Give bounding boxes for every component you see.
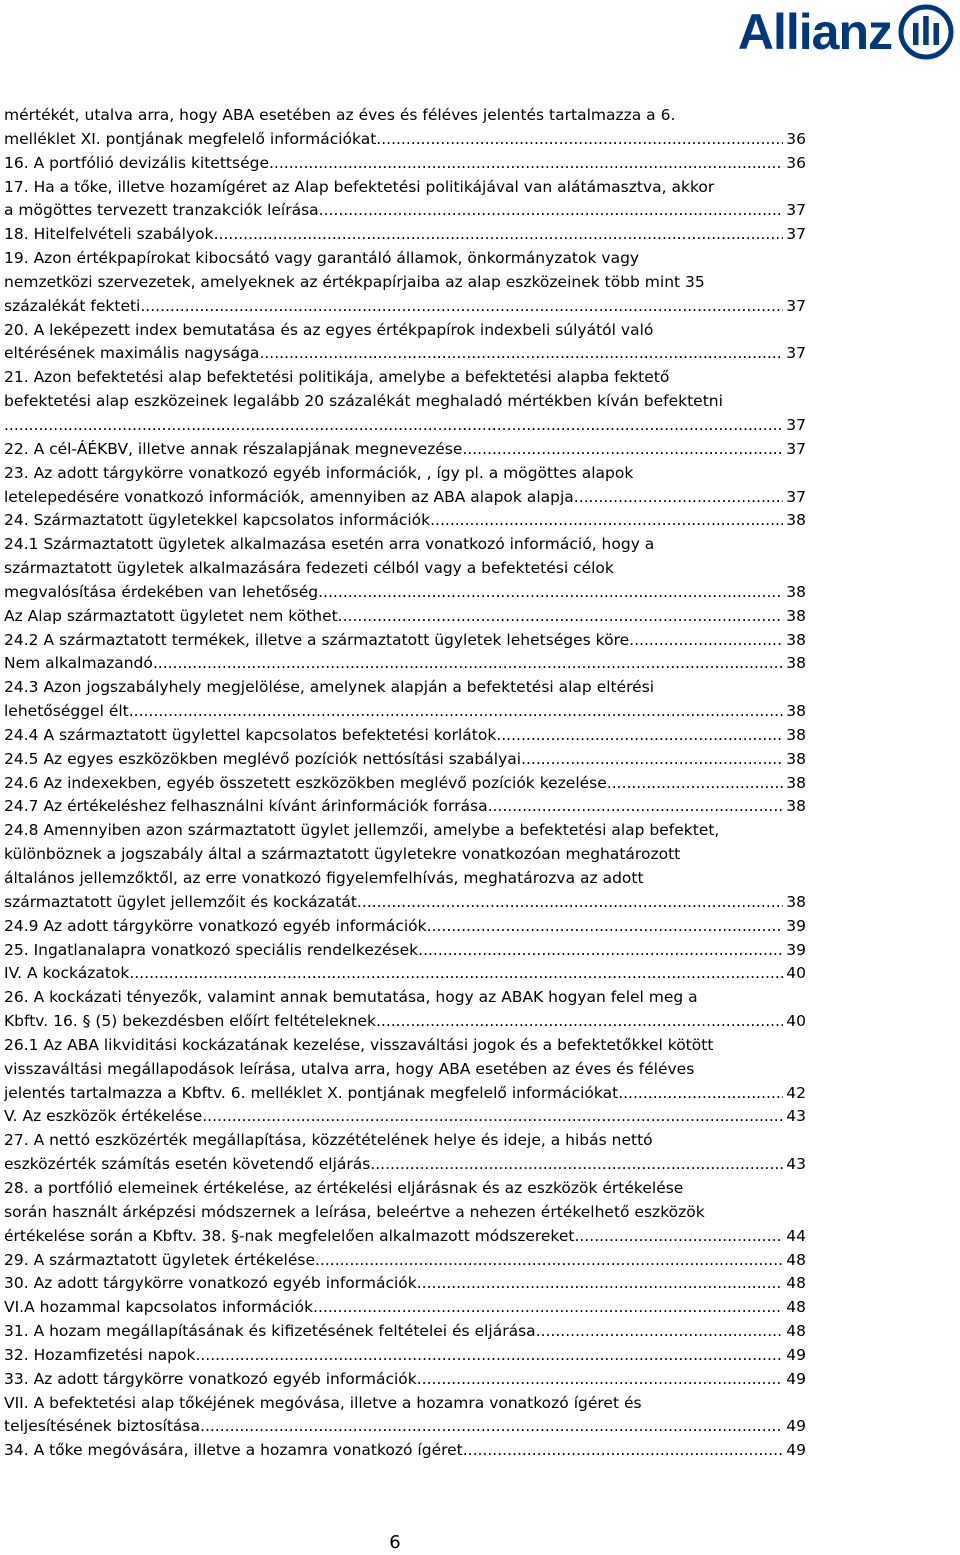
toc-entry-last-line (4, 486, 806, 510)
toc-entry-text-line: 16. A portfólió devizális kitettsége (4, 153, 269, 172)
dot-leader (269, 152, 783, 176)
toc-entry-text-line: különböznek a jogszabály által a származtatott ügyletekre vonatkozóan meghatározott (4, 845, 681, 864)
dot-leader (200, 1415, 783, 1439)
toc-page-number: 38 (786, 630, 806, 649)
toc-entry[interactable] (4, 795, 806, 819)
toc-page-number: 38 (786, 725, 806, 744)
toc-page-number: 44 (786, 1226, 806, 1245)
toc-page-number: 36 (786, 129, 806, 148)
toc-entry[interactable] (4, 247, 806, 319)
allianz-logo (738, 3, 954, 61)
toc-page-number: 37 (786, 439, 806, 458)
dot-leader (376, 128, 783, 152)
dot-leader (417, 1272, 784, 1296)
dot-leader (418, 939, 783, 963)
toc-entry-last-line (4, 1249, 806, 1273)
toc-page-number: 48 (786, 1274, 806, 1293)
dot-leader (214, 223, 784, 247)
toc-entry-text-line: 26.1 Az ABA likviditási kockázatának kezelése, visszaváltási jogok és a befektetőkkel kötött (4, 1035, 714, 1054)
toc-entry-last-line (4, 891, 806, 915)
toc-page-number: 40 (786, 1012, 806, 1031)
toc-entry[interactable] (4, 772, 806, 796)
toc-entry[interactable] (4, 366, 806, 438)
toc-entry-last-line (4, 223, 806, 247)
toc-entry-last-line (4, 414, 806, 438)
toc-entry[interactable] (4, 652, 806, 676)
toc-entry[interactable] (4, 748, 806, 772)
toc-entry-text-line: 29. A származtatott ügyletek értékelése (4, 1250, 315, 1269)
dot-leader (574, 1225, 783, 1249)
dot-leader (536, 1320, 784, 1344)
toc-entry[interactable] (4, 1249, 806, 1273)
toc-page-number: 43 (786, 1107, 806, 1126)
toc-page-number: 38 (786, 773, 806, 792)
toc-entry[interactable] (4, 724, 806, 748)
toc-entry-text-line: 27. A nettó eszközérték megállapítása, közzétételének helye és ideje, a hibás nettó (4, 1131, 653, 1150)
toc-entry-text-line: V. Az eszközök értékelése (4, 1107, 203, 1126)
toc-entry-last-line (4, 342, 806, 366)
dot-leader (4, 414, 783, 438)
toc-entry-text-line: 32. Hozamfizetési napok (4, 1345, 196, 1364)
toc-entry-text-line: 24.7 Az értékeléshez felhasználni kívánt árinformációk forrása (4, 797, 488, 816)
toc-entry[interactable] (4, 509, 806, 533)
toc-entry-last-line (4, 128, 806, 152)
toc-entry-last-line (4, 1368, 806, 1392)
dot-leader (202, 1105, 783, 1129)
toc-entry[interactable] (4, 1034, 806, 1106)
toc-entry[interactable] (4, 1344, 806, 1368)
dot-leader (488, 795, 784, 819)
toc-entry[interactable] (4, 1439, 806, 1463)
toc-entry-last-line (4, 295, 806, 319)
toc-entry-text-line: 24.1 Származtatott ügyletek alkalmazása esetén arra vonatkozó információ, hogy a (4, 535, 655, 554)
dot-leader (195, 1344, 783, 1368)
toc-entry-text-line: 24.9 Az adott tárgykörre vonatkozó egyéb információk (4, 916, 427, 935)
toc-entry-text-line: 24.6 Az indexekben, egyéb összetett eszközökben meglévő pozíciók kezelése (4, 773, 607, 792)
toc-entry-last-line (4, 152, 806, 176)
toc-page-number: 38 (786, 654, 806, 673)
toc-entry[interactable] (4, 1272, 806, 1296)
toc-entry-last-line (4, 1344, 806, 1368)
toc-entry-last-line (4, 939, 806, 963)
dot-leader (357, 891, 783, 915)
toc-page-number: 37 (786, 201, 806, 220)
toc-page-number: 37 (786, 296, 806, 315)
dot-leader (140, 295, 783, 319)
toc-page-number: 37 (786, 344, 806, 363)
toc-page-number: 49 (786, 1417, 806, 1436)
toc-entry-last-line (4, 700, 806, 724)
toc-entry-text-line: mértékét, utalva arra, hogy ABA esetében az éves és féléves jelentés tartalmazza a 6. (4, 106, 676, 124)
toc-entry-last-line (4, 915, 806, 939)
toc-entry-text-line: VII. A befektetési alap tőkéjének megóvása, illetve a hozamra vonatkozó ígéret és (4, 1393, 642, 1412)
page-number: 6 (389, 1532, 401, 1553)
toc-entry-last-line (4, 795, 806, 819)
toc-entry-last-line (4, 1272, 806, 1296)
toc-entry-text-line: százalékát fekteti (4, 296, 141, 315)
dot-leader (462, 438, 783, 462)
toc-page-number: 49 (786, 1345, 806, 1364)
dot-leader (323, 581, 783, 605)
toc-entry-text-line: során használt árképzési módszernek a leírása, beleértve a nehezen értékelhető eszközök (4, 1202, 705, 1221)
toc-entry-text-line: befektetési alap eszközeinek legalább 20 százalékát meghaladó mértékben kíván befektetni (4, 392, 723, 411)
toc-entry-text-line: Az Alap származtatott ügyletet nem köthet. (4, 606, 343, 625)
toc-entry-text-line: jelentés tartalmazza a Kbftv. 6. melléklet X. pontjának megfelelő információkat (4, 1083, 619, 1102)
toc-entry[interactable] (4, 152, 806, 176)
toc-entry[interactable] (4, 819, 806, 914)
toc-page-number: 48 (786, 1250, 806, 1269)
toc-entry-text-line: eltérésének maximális nagysága (4, 344, 260, 363)
dot-leader (463, 1439, 784, 1463)
toc-entry-text-line: 24.5 Az egyes eszközökben meglévő pozíciók nettósítási szabályai (4, 749, 522, 768)
toc-entry[interactable] (4, 223, 806, 247)
toc-entry[interactable] (4, 1177, 806, 1249)
dot-leader (376, 1010, 783, 1034)
toc-entry-text-line: 17. Ha a tőke, illetve hozamígéret az Alap befektetési politikájával van alátámasztva, akkor (4, 177, 715, 196)
dot-leader (319, 199, 784, 223)
toc-entry-last-line (4, 724, 806, 748)
toc-entry[interactable] (4, 104, 806, 152)
toc-entry-text-line: 23. Az adott tárgykörre vonatkozó egyéb információk, , így pl. a mögöttes alapok (4, 463, 634, 482)
dot-leader (370, 1153, 783, 1177)
toc-entry-text-line: 31. A hozam megállapításának és kifizetésének feltételei és eljárása (4, 1322, 536, 1341)
toc-entry-text-line: lehetőséggel élt (4, 702, 129, 721)
dot-leader (521, 748, 783, 772)
toc-entry[interactable] (4, 1392, 806, 1440)
toc-page-number: 48 (786, 1322, 806, 1341)
dot-leader (259, 342, 783, 366)
toc-entry[interactable] (4, 1320, 806, 1344)
toc-entry-text-line: 30. Az adott tárgykörre vonatkozó egyéb információk (4, 1274, 417, 1293)
toc-entry-last-line (4, 1296, 806, 1320)
toc-entry-text-line: 22. A cél-ÁÉKBV, illetve annak részalapjának megnevezése (4, 439, 463, 458)
toc-entry-text-line: VI.A hozammal kapcsolatos információk (4, 1298, 314, 1317)
toc-entry-text-line: visszaváltási megállapodások leírása, utalva arra, hogy ABA esetében az éves és féléves (4, 1059, 695, 1078)
toc-entry-text-line: teljesítésének biztosítása (4, 1417, 201, 1436)
toc-entry-last-line (4, 605, 806, 629)
toc-entry-last-line (4, 1010, 806, 1034)
toc-entry[interactable] (4, 1105, 806, 1129)
toc-entry-text-line: letelepedésére vonatkozó információk, amennyiben az ABA alapok alapja (4, 487, 574, 506)
toc-page-number: 40 (786, 964, 806, 983)
toc-entry-text-line: 24.4 A származtatott ügylettel kapcsolatos befektetési korlátok (4, 725, 497, 744)
toc-entry[interactable] (4, 676, 806, 724)
toc-entry-text-line: 20. A leképezett index bemutatása és az egyes értékpapírok indexbeli súlyától való (4, 320, 654, 339)
dot-leader (496, 724, 783, 748)
toc-entry-text-line: megvalósítása érdekében van lehetőség. (4, 582, 324, 601)
dot-leader (629, 629, 783, 653)
toc-entry-text-line: 25. Ingatlanalapra vonatkozó speciális rendelkezések (4, 940, 419, 959)
dot-leader (417, 1368, 784, 1392)
toc-entry-last-line (4, 1225, 806, 1249)
toc-entry-text-line: eszközérték számítás esetén követendő eljárás (4, 1155, 371, 1174)
toc-entry[interactable] (4, 629, 806, 653)
toc-entry-text-line: 33. Az adott tárgykörre vonatkozó egyéb információk (4, 1369, 417, 1388)
toc-page-number: 38 (786, 797, 806, 816)
toc-page-number: 38 (786, 511, 806, 530)
toc-entry-text-line: általános jellemzőktől, az erre vonatkozó figyelemfelhívás, meghatározva az adott (4, 869, 644, 887)
toc-entry-last-line (4, 962, 806, 986)
toc-page-number: 38 (786, 582, 806, 601)
toc-entry-text-line: származtatott ügylet jellemzőit és kockázatát (4, 892, 357, 911)
toc-page-number: 49 (786, 1369, 806, 1388)
toc-entry-text-line: 24. Származtatott ügyletekkel kapcsolatos információk (4, 511, 431, 530)
toc-entry-last-line (4, 629, 806, 653)
allianz-eagle-pillars-icon (898, 4, 954, 60)
toc-entry[interactable] (4, 986, 806, 1034)
toc-page-number: 38 (786, 749, 806, 768)
dot-leader (618, 1082, 783, 1106)
dot-leader (129, 700, 784, 724)
toc-page-number: 37 (786, 225, 806, 244)
toc-entry-last-line (4, 772, 806, 796)
toc-page-number: 38 (786, 606, 806, 625)
toc-page-number: 43 (786, 1155, 806, 1174)
toc-page-number: 36 (786, 153, 806, 172)
toc-entry[interactable] (4, 962, 806, 986)
toc-page-number: 38 (786, 892, 806, 911)
toc-entry-last-line (4, 1439, 806, 1463)
toc-entry[interactable] (4, 915, 806, 939)
toc-entry-text-line: a mögöttes tervezett tranzakciók leírása (4, 201, 319, 220)
dot-leader (343, 605, 784, 629)
toc-entry-text-line: 34. A tőke megóvására, illetve a hozamra vonatkozó ígéret (4, 1441, 463, 1460)
toc-page-number: 37 (786, 487, 806, 506)
toc-entry[interactable] (4, 319, 806, 367)
toc-entry-last-line (4, 748, 806, 772)
toc-entry-text-line: IV. A kockázatok (4, 964, 130, 983)
toc-entry[interactable] (4, 462, 806, 510)
toc-entry-last-line (4, 509, 806, 533)
toc-entry[interactable] (4, 939, 806, 963)
toc-page-number: 39 (786, 940, 806, 959)
dot-leader (315, 1249, 783, 1273)
toc-entry-last-line (4, 1082, 806, 1106)
dot-leader (427, 915, 784, 939)
toc-entry-text-line: 24.3 Azon jogszabályhely megjelölése, amelynek alapján a befektetési alap eltérési (4, 678, 655, 697)
table-of-contents (4, 104, 806, 1463)
toc-entry[interactable] (4, 1368, 806, 1392)
toc-page-number: 37 (786, 415, 806, 434)
toc-entry-text-line: 26. A kockázati tényezők, valamint annak bemutatása, hogy az ABAK hogyan felel meg a (4, 988, 698, 1007)
dot-leader (607, 772, 783, 796)
toc-entry-text-line: 28. a portfólió elemeinek értékelése, az értékelési eljárásnak és az eszközök értékelése (4, 1178, 684, 1197)
toc-entry-last-line (4, 438, 806, 462)
toc-entry[interactable] (4, 176, 806, 224)
dot-leader (430, 509, 783, 533)
toc-entry[interactable] (4, 605, 806, 629)
toc-entry-last-line (4, 1415, 806, 1439)
toc-entry-last-line (4, 1105, 806, 1129)
toc-entry-text-line: Nem alkalmazandó (4, 654, 153, 673)
toc-entry-text-line: értékelése során a Kbftv. 38. §-nak megfelelően alkalmazott módszereket (4, 1226, 575, 1245)
logo-wordmark: Allianz (737, 4, 892, 60)
toc-entry[interactable] (4, 1296, 806, 1320)
toc-entry-text-line: 24.8 Amennyiben azon származtatott ügylet jellemzői, amelybe a befektetési alap befektet, (4, 821, 720, 840)
toc-entry-text-line: származtatott ügyletek alkalmazására fedezeti célból vagy a befektetési célok (4, 559, 614, 578)
toc-entry-text-line: melléklet XI. pontjának megfelelő információkat (4, 129, 377, 148)
toc-entry-last-line (4, 581, 806, 605)
toc-entry[interactable] (4, 1129, 806, 1177)
toc-entry[interactable] (4, 438, 806, 462)
toc-page-number: 42 (786, 1083, 806, 1102)
toc-entry-last-line (4, 1153, 806, 1177)
toc-entry-last-line (4, 652, 806, 676)
toc-page-number: 48 (786, 1298, 806, 1317)
toc-entry-text-line: 19. Azon értékpapírokat kibocsátó vagy garantáló államok, önkormányzatok vagy (4, 249, 640, 268)
toc-entry-last-line (4, 199, 806, 223)
toc-entry-text-line: nemzetközi szervezetek, amelyeknek az értékpapírjaiba az alap eszközeinek több mint 35 (4, 272, 705, 291)
toc-entry-text-line: 24.2 A származtatott termékek, illetve a származtatott ügyletek lehetséges köre (4, 630, 630, 649)
toc-page-number: 49 (786, 1441, 806, 1460)
toc-entry-text-line: 21. Azon befektetési alap befektetési politikája, amelybe a befektetési alapba fektető (4, 368, 670, 387)
toc-entry[interactable] (4, 533, 806, 605)
toc-page-number: 38 (786, 702, 806, 721)
toc-entry-text-line: Kbftv. 16. § (5) bekezdésben előírt feltételeknek (4, 1012, 376, 1031)
toc-entry-last-line (4, 1320, 806, 1344)
dot-leader (313, 1296, 783, 1320)
dot-leader (574, 486, 784, 510)
toc-page-number: 39 (786, 916, 806, 935)
dot-leader (129, 962, 783, 986)
toc-entry-text-line: 18. Hitelfelvételi szabályok (4, 225, 214, 244)
dot-leader (153, 652, 783, 676)
